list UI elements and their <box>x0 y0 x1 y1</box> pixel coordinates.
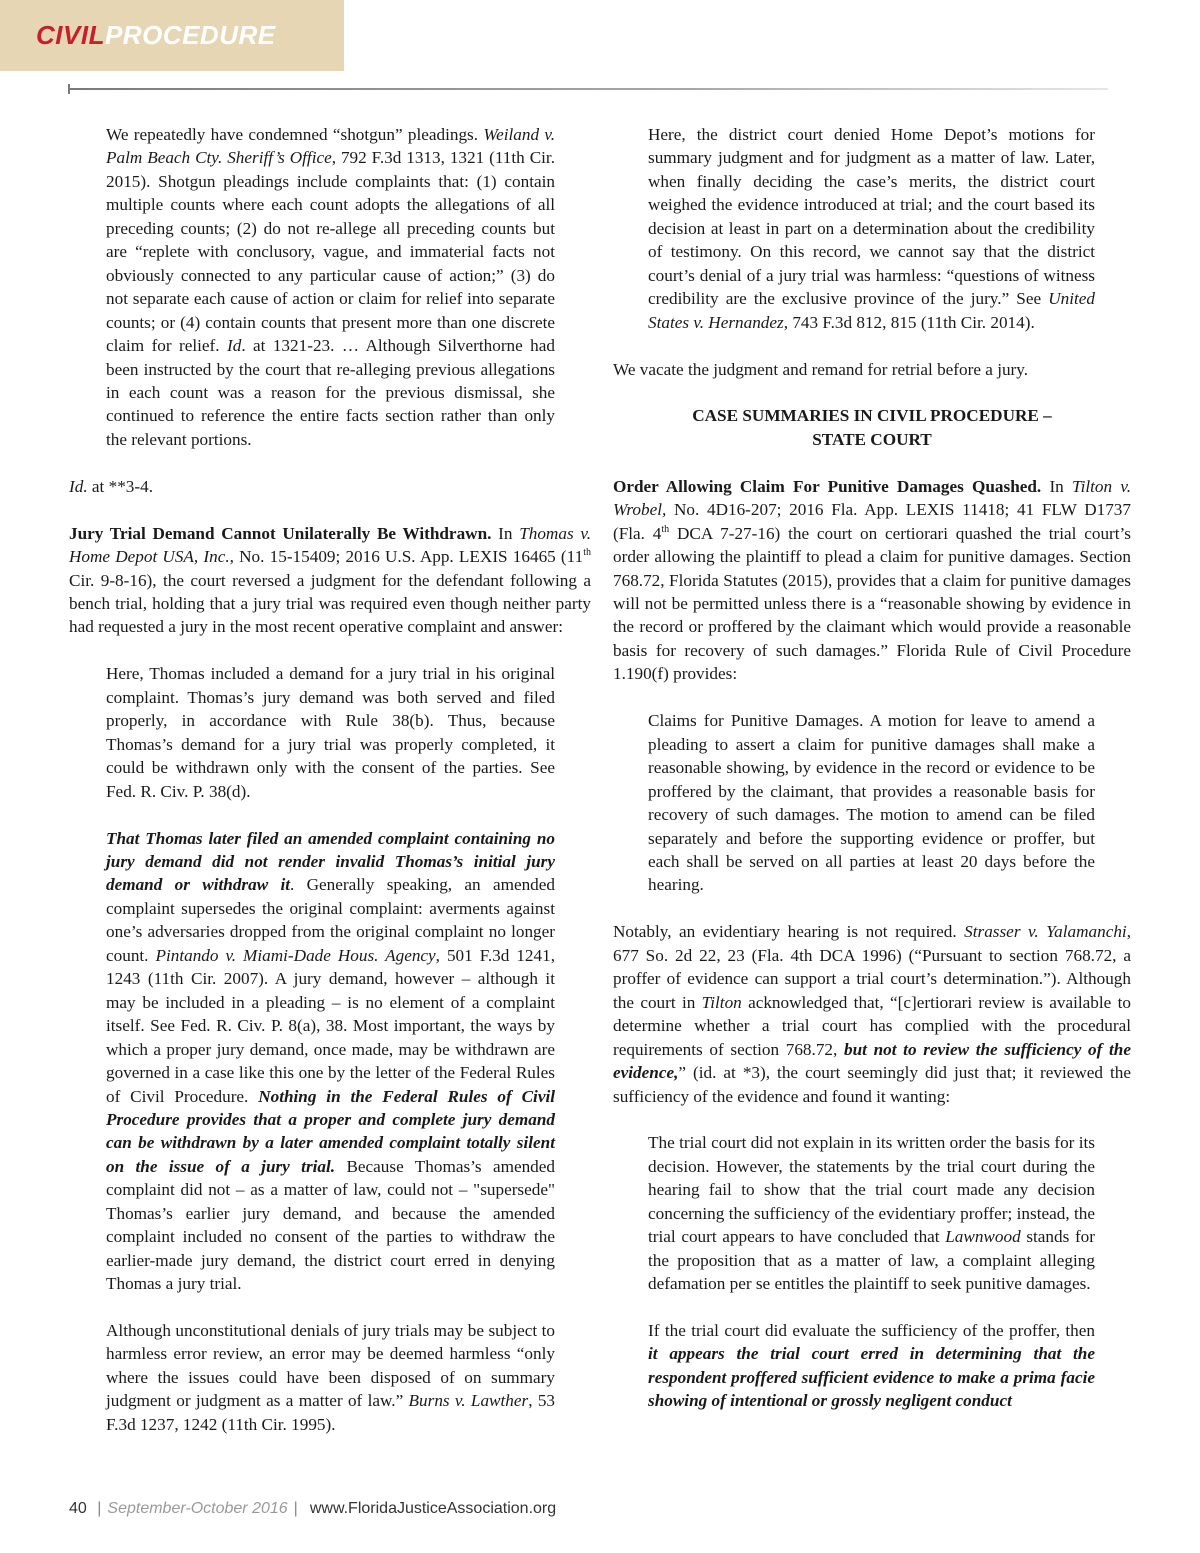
right-column <box>613 123 1131 1436</box>
quote-shotgun-pleadings: We repeatedly have condemned “shotgun” pleadings. Weiland v. Palm Beach Cty. Sheriff’s Office, 792 F.3d 1313, 1321 (11th Cir. 2015). Shotgun pleadings include complaints that: (1) contain multiple counts where each count adopts the allegations of all preceding counts; (2) do not re-allege all preceding counts but are “replete with conclusory, vague, and immaterial facts not obviously connected to any particular cause of action;” (3) do not separate each cause of action or claim for relief into separate counts; or (4) contain counts that present more than one discrete claim for relief. Id. at 1321-23. … Although Silverthorne had been instructed by the court that re-alleging previous allegations in each count was a reason for the previous dismissal, she continued to reference the entire facts section rather than only the relevant portions. <box>106 125 555 449</box>
header-rule <box>68 88 1108 90</box>
quote-amended-complaint: That Thomas later filed an amended complaint containing no jury demand did not render invalid Thomas’s initial jury demand or withdraw it. Generally speaking, an amended complaint supersedes the original complaint: averments against one’s adversaries dropped from the original complaint no longer count. Pintando v. Miami-Dade Hous. Agency, 501 F.3d 1241, 1243 (11th Cir. 2007). A jury demand, however – although it may be included in a pleading – is no element of a complaint itself. See Fed. R. Civ. P. 8(a), 38. Most important, the ways by which a proper jury demand, once made, may be withdrawn are governed in a case like this one by the letter of the Federal Rules of Civil Procedure. Nothing in the Federal Rules of Civil Procedure provides that a proper and complete jury demand can be withdrawn by a later amended complaint totally silent on the issue of a jury trial. Because Thomas’s amended complaint did not – as a matter of law, could not – "supersede" Thomas’s earlier jury demand, and because the amended complaint included no consent of the parties to withdraw the earlier-made jury demand, the district court erred in denying Thomas a jury trial. <box>106 828 555 1294</box>
page-number: 40 <box>69 1500 87 1517</box>
section-title-procedure: PROCEDURE <box>104 20 276 50</box>
citation-id: Id. at **3-4. <box>69 476 154 496</box>
paragraph-vacate: We vacate the judgment and remand for retrial before a jury. <box>613 359 1029 379</box>
website-link[interactable]: www.FloridaJusticeAssociation.org <box>309 1500 557 1517</box>
paragraph-jury-trial-demand: Jury Trial Demand Cannot Unilaterally Be Withdrawn. In Thomas v. Home Depot USA, Inc., No. 15-15409; 2016 U.S. App. LEXIS 16465 (11th Cir. 9-8-16), the court reversed a judgment for the defendant following a bench trial, holding that a jury trial was required even though neither party had requested a jury in the most recent operative complaint and answer: <box>69 523 591 637</box>
page-footer <box>69 1500 556 1518</box>
left-column <box>69 123 591 1460</box>
section-title-civil: CIVIL <box>36 20 105 50</box>
quote-harmless-error: Although unconstitutional denials of jury trials may be subject to harmless error review, an error may be deemed harmless “only where the issues could have been disposed of on summary judgment or judgment as a matter of law.” Burns v. Lawther, 53 F.3d 1237, 1242 (11th Cir. 1995). <box>106 1321 556 1434</box>
footer-separator: | <box>293 1500 298 1517</box>
section-title <box>36 20 276 51</box>
quote-trial-court-order: The trial court did not explain in its written order the basis for its decision. However, the statements by the trial court during the hearing fail to show that the trial court made any decision concerning the sufficiency of the evidentiary proffer; instead, the trial court appears to have concluded that Lawnwood stands for the proposition that as a matter of law, a complaint alleging defamation per se entitles the plaintiff to seek punitive damages. <box>648 1133 1095 1294</box>
case-headline: Jury Trial Demand Cannot Unilaterally Be Withdrawn. <box>69 523 492 543</box>
paragraph-punitive-damages: Order Allowing Claim For Punitive Damages Quashed. In Tilton v. Wrobel, No. 4D16-207; 2016 Fla. App. LEXIS 11418; 41 FLW D1737 (Fla. 4th DCA 7-27-16) the court on certiorari quashed the trial court’s order allowing the plaintiff to plead a claim for punitive damages. Section 768.72, Florida Statutes (2015), provides that a claim for punitive damages will not be permitted unless there is a “reasonable showing by evidence in the record or proffered by the claimant which would provide a reasonable basis for recovery of such damages.” Florida Rule of Civil Procedure 1.190(f) provides: <box>613 476 1131 684</box>
quote-rule-1190f: Claims for Punitive Damages. A motion for leave to amend a pleading to assert a claim for punitive damages shall make a reasonable showing, by evidence in the record or evidence to be proffered by the claimant, that provides a reasonable basis for recovery of such damages. The motion to amend can be filed separately and before the supporting evidence or proffer, but each shall be served on all parties at least 20 days before the hearing. <box>648 711 1095 895</box>
quote-thomas-demand: Here, Thomas included a demand for a jury trial in his original complaint. Thomas’s jury demand was both served and filed properly, in accordance with Rule 38(b). Thus, because Thomas’s demand for a jury trial was properly completed, it could be withdrawn only with the consent of the parties. See Fed. R. Civ. P. 38(d). <box>106 664 555 801</box>
issue-date: September-October 2016 <box>107 1500 288 1517</box>
paragraph-evidentiary-hearing: Notably, an evidentiary hearing is not required. Strasser v. Yalamanchi, 677 So. 2d 22, 23 (Fla. 4th DCA 1996) (“Pursuant to section 768.72, a proffer of evidence can support a trial court’s determination.”). Although the court in Tilton acknowledged that, “[c]ertiorari review is available to determine whether a trial court has complied with the procedural requirements of section 768.72, but not to review the sufficiency of the evidence,” (id. at *3), the court seemingly did just that; it reviewed the sufficiency of the evidence and found it wanting: <box>613 922 1131 1106</box>
case-headline: Order Allowing Claim For Punitive Damages Quashed. <box>613 476 1042 496</box>
quote-proffer-evaluation: If the trial court did evaluate the sufficiency of the proffer, then it appears the trial court erred in determining that the respondent proffered sufficient evidence to make a prima facie showing of intentional or grossly negligent conduct <box>648 1321 1095 1411</box>
section-heading: CASE SUMMARIES IN CIVIL PROCEDURE – STATE COURT <box>692 406 1052 449</box>
footer-separator: | <box>97 1500 102 1517</box>
quote-home-depot: Here, the district court denied Home Depot’s motions for summary judgment and for judgment as a matter of law. Later, when finally deciding the case’s merits, the district court weighed the evidence introduced at trial; and the court based its decision at least in part on a determination about the credibility of testimony. On this record, we cannot say that the district court’s denial of a jury trial was harmless: “questions of witness credibility are the exclusive province of the jury.” See United States v. Hernandez, 743 F.3d 812, 815 (11th Cir. 2014). <box>648 125 1095 332</box>
